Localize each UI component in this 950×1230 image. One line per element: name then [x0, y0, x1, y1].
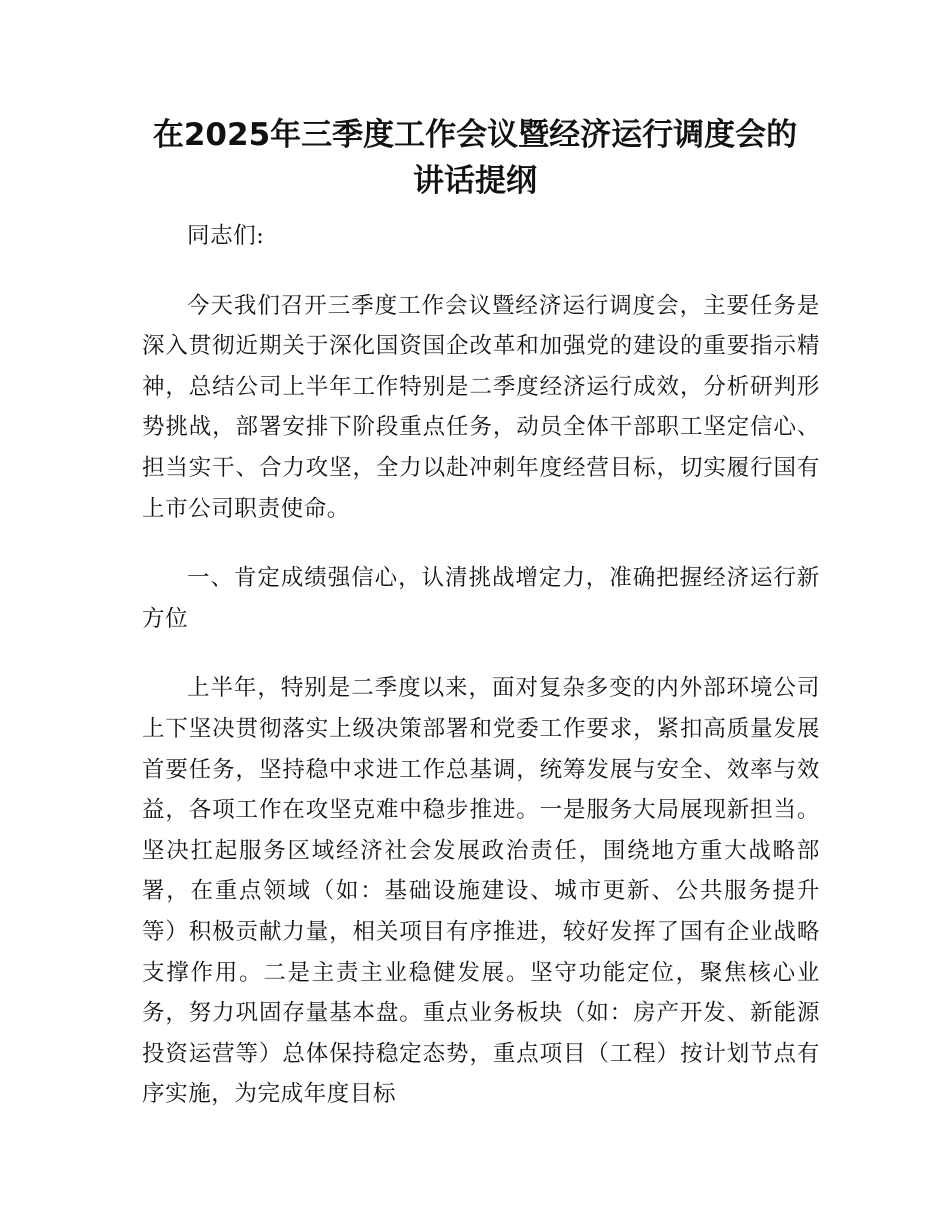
document-title-line-1: 在2025年三季度工作会议暨经济运行调度会的 [152, 117, 798, 153]
greeting: 同志们: [187, 223, 265, 249]
document-title-line-2: 讲话提纲 [413, 163, 537, 199]
document-body [142, 216, 820, 1144]
paragraph-intro: 今天我们召开三季度工作会议暨经济运行调度会，主要任务是深入贯彻近期关于深化国资国企改革和加强党的建设的重要指示精神，总结公司上半年工作特别是二季度经济运行成效，分析研判形势挑战，部署安排下阶段重点任务，动员全体干部职工坚定信心、担当实干、合力攻坚，全力以赴冲刺年度经营目标，切实履行国有上市公司职责使命。 [142, 292, 820, 522]
paragraph-section-1: 上半年，特别是二季度以来，面对复杂多变的内外部环境公司上下坚决贯彻落实上级决策部署和党委工作要求，紧扣高质量发展首要任务，坚持稳中求进工作总基调，统筹发展与安全、效率与效益，各项工作在攻坚克难中稳步推进。一是服务大局展现新担当。坚决扛起服务区域经济社会发展政治责任，围绕地方重大战略部署，在重点领域（如：基础设施建设、城市更新、公共服务提升等）积极贡献力量，相关项目有序推进，较好发挥了国有企业战略支撑作用。二是主责主业稳健发展。坚守功能定位，聚焦核心业务，努力巩固存量基本盘。重点业务板块（如：房产开发、新能源投资运营等）总体保持稳定态势，重点项目（工程）按计划节点有序实施，为完成年度目标 [142, 675, 820, 1108]
section-heading-1: 一、肯定成绩强信心，认清挑战增定力，准确把握经济运行新方位 [142, 565, 820, 632]
